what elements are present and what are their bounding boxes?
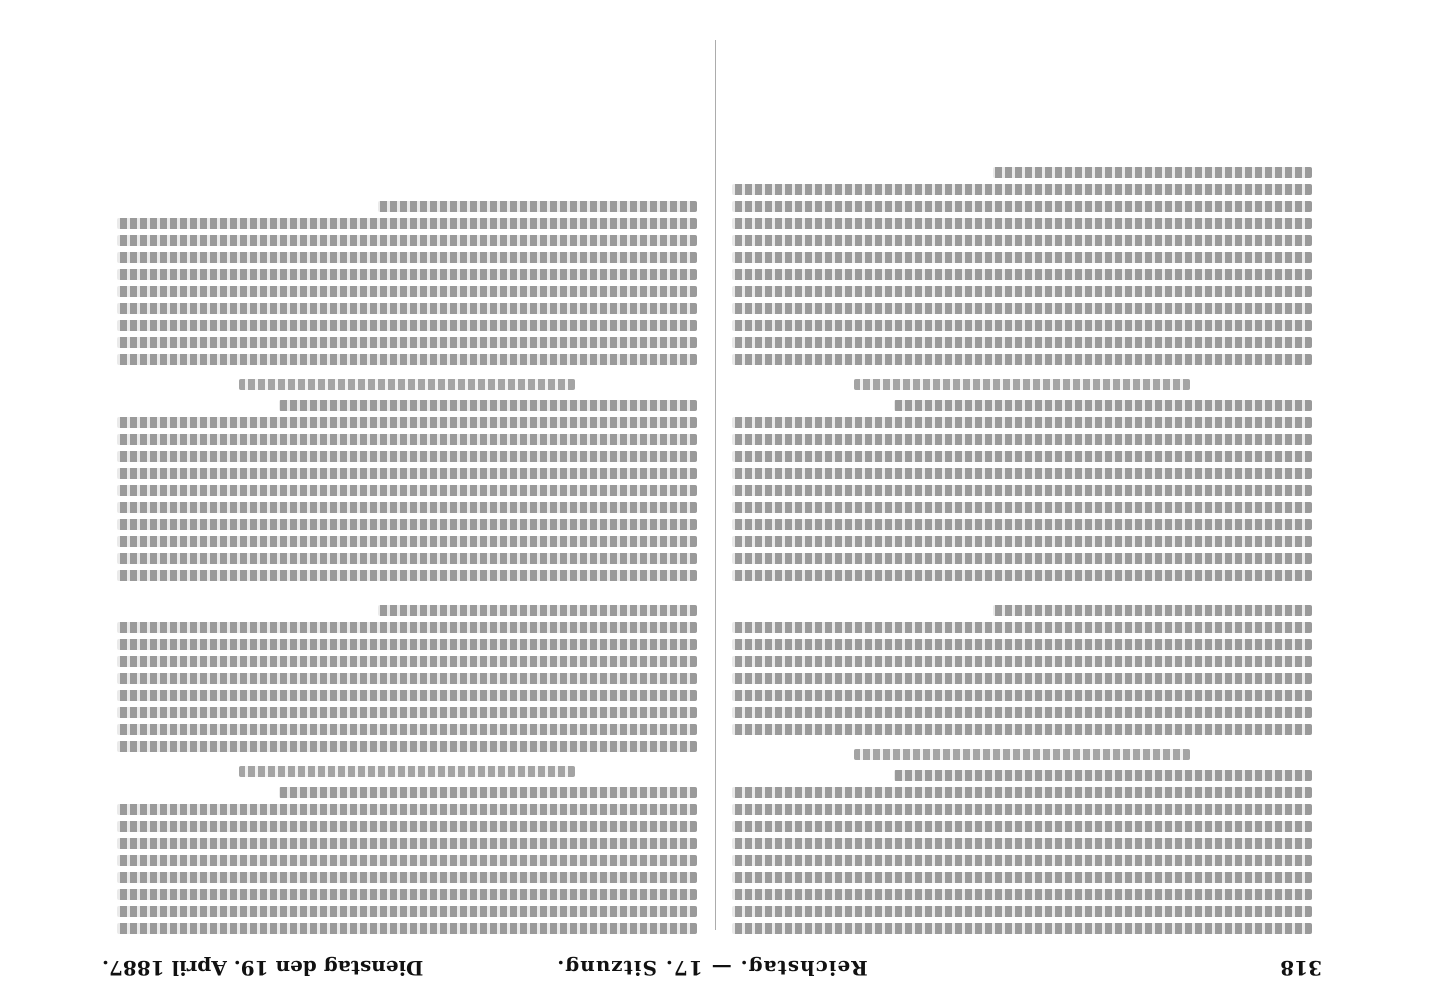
text-line (117, 553, 697, 564)
text-line (117, 354, 697, 365)
stage-direction-line (854, 749, 1190, 760)
text-line (732, 218, 1312, 229)
text-line (117, 269, 697, 280)
text-line (732, 855, 1312, 866)
page-header (102, 944, 1322, 980)
text-line (732, 417, 1312, 428)
text-line (117, 821, 697, 832)
text-line (732, 724, 1312, 735)
stage-direction-line (239, 379, 575, 390)
text-line (732, 235, 1312, 246)
text-line (117, 218, 697, 229)
text-line (378, 605, 697, 616)
text-line (117, 690, 697, 701)
stage-direction-line (239, 766, 575, 777)
text-line (117, 906, 697, 917)
text-line (732, 468, 1312, 479)
text-line (117, 639, 697, 650)
text-column-right (117, 34, 697, 934)
text-line (732, 821, 1312, 832)
text-line (117, 303, 697, 314)
text-line (117, 889, 697, 900)
text-line (378, 201, 697, 212)
text-line (117, 252, 697, 263)
text-line (279, 787, 697, 798)
text-line (117, 838, 697, 849)
text-line (732, 269, 1312, 280)
text-line (117, 656, 697, 667)
text-line (117, 804, 697, 815)
text-line (117, 434, 697, 445)
text-line (732, 451, 1312, 462)
text-line (732, 252, 1312, 263)
text-line (117, 417, 697, 428)
column-divider (715, 40, 716, 930)
text-line (732, 320, 1312, 331)
text-line (894, 400, 1312, 411)
text-line (117, 570, 697, 581)
text-line (117, 923, 697, 934)
text-line (732, 502, 1312, 513)
page-number: 318 (1280, 956, 1322, 980)
text-line (732, 639, 1312, 650)
text-line (732, 838, 1312, 849)
text-line (732, 570, 1312, 581)
text-line (732, 656, 1312, 667)
text-line (732, 485, 1312, 496)
text-line (279, 400, 697, 411)
text-line (732, 184, 1312, 195)
text-line (117, 451, 697, 462)
text-line (117, 724, 697, 735)
text-line (117, 519, 697, 530)
page-header-date: Dienstag den 19. April 1887. (102, 956, 424, 980)
text-line (117, 485, 697, 496)
text-line (117, 536, 697, 547)
text-line (117, 872, 697, 883)
text-line (117, 622, 697, 633)
text-line (117, 468, 697, 479)
text-line (732, 553, 1312, 564)
text-column-left (732, 34, 1312, 934)
text-line (732, 872, 1312, 883)
text-line (732, 787, 1312, 798)
text-line (732, 354, 1312, 365)
text-line (117, 502, 697, 513)
text-line (993, 605, 1312, 616)
text-line (894, 770, 1312, 781)
text-line (117, 707, 697, 718)
text-line (732, 673, 1312, 684)
text-line (732, 889, 1312, 900)
text-line (732, 536, 1312, 547)
text-line (117, 286, 697, 297)
text-line (732, 286, 1312, 297)
text-line (117, 337, 697, 348)
page-header-title: Reichstag. — 17. Sitzung. (556, 956, 868, 980)
text-line (732, 337, 1312, 348)
text-line (732, 434, 1312, 445)
text-line (732, 906, 1312, 917)
text-line (117, 235, 697, 246)
text-line (732, 804, 1312, 815)
stage-direction-line (854, 379, 1190, 390)
text-line (732, 201, 1312, 212)
text-line (732, 303, 1312, 314)
text-line (117, 320, 697, 331)
text-line (732, 622, 1312, 633)
text-line (117, 855, 697, 866)
text-line (117, 741, 697, 752)
text-line (117, 673, 697, 684)
text-line (732, 519, 1312, 530)
text-line (732, 690, 1312, 701)
text-line (732, 707, 1312, 718)
text-line (993, 167, 1312, 178)
text-line (732, 923, 1312, 934)
